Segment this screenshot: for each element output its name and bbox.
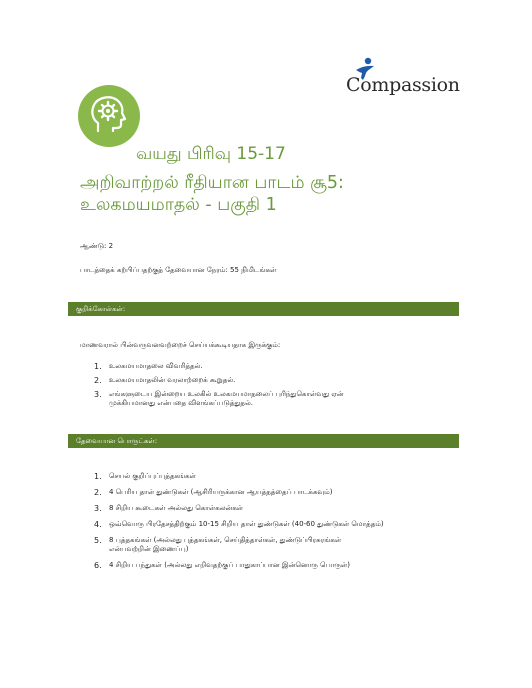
list-item: 1. செயல் குறிப்புப்புத்தகங்கள் <box>94 472 196 481</box>
objectives-header-bar <box>68 302 459 316</box>
lesson-icon <box>78 85 140 147</box>
list-item: 3. 8 சிறிய கூடைகள் அல்லது கொள்கலன்கள் <box>94 504 244 513</box>
prep-time: பாடத்தைக் கற்பிப்பதற்குத் தேவையான நேரம்: 55 நிமிடங்கள் <box>80 266 277 274</box>
list-item: 3. எங்களுடைய இன்றைய உலகில் உலகமயமாதலைப் புரிந்துகொள்வது ஏன் முக்கியமானது என்பதை விளங்கப்படுத்துதல். <box>94 390 344 407</box>
logo-wordmark: Compassion <box>346 74 460 96</box>
year-label: ஆண்டு: 2 <box>80 242 114 250</box>
age-range: வயது பிரிவு 15-17 <box>136 144 286 164</box>
list-item: 2. 4 பெரிய தாள் துண்டுகள் (ஆசிரியருக்கான ஆயத்தத்தைப் பாடக்கவும்) <box>94 488 333 497</box>
list-item: 6. 4 சிறிய பந்துகள் (அல்லது எறிவதற்குப் பாதுகாப்பான இன்னொரு பொருள்) <box>94 561 350 570</box>
head-gear-icon <box>78 85 140 147</box>
materials-list <box>94 472 414 570</box>
lesson-title: அறிவாற்றல் ரீதியான பாடம் சூ5: உலகமயமாதல் - பகுதி 1 <box>80 173 344 215</box>
list-item: 1. உலகமயமாதலை விவரித்தல். <box>94 362 203 371</box>
list-item: 2. உலகமயமாதலின் வரலாற்றைக் கூறுதல். <box>94 376 236 385</box>
materials-header: தேவையான பொருட்கள்: <box>76 437 158 445</box>
objectives-header: குறிக்கோள்கள்: <box>76 305 126 313</box>
objectives-intro: மாணவரால் பின்வருவனவற்றைச் செய்யக்கூடியதாக இருக்கும்: <box>80 341 281 349</box>
objectives-list <box>94 362 414 408</box>
compassion-logo <box>346 56 460 98</box>
materials-header-bar <box>68 434 459 448</box>
list-item: 5. 8 புத்தகங்கள் (அல்லது புத்தகங்கள், செய்தித்தாள்கள், துண்டுப்பிரசுரங்கள் என்பவற்றின் இணைப்பு) <box>94 536 342 553</box>
list-item: 4. ஒவ்வொரு பிரதேசத்திற்கும் 10-15 சிறிய தாள் துண்டுகள் (40-60 துண்டுகள் மொத்தம்) <box>94 520 384 529</box>
